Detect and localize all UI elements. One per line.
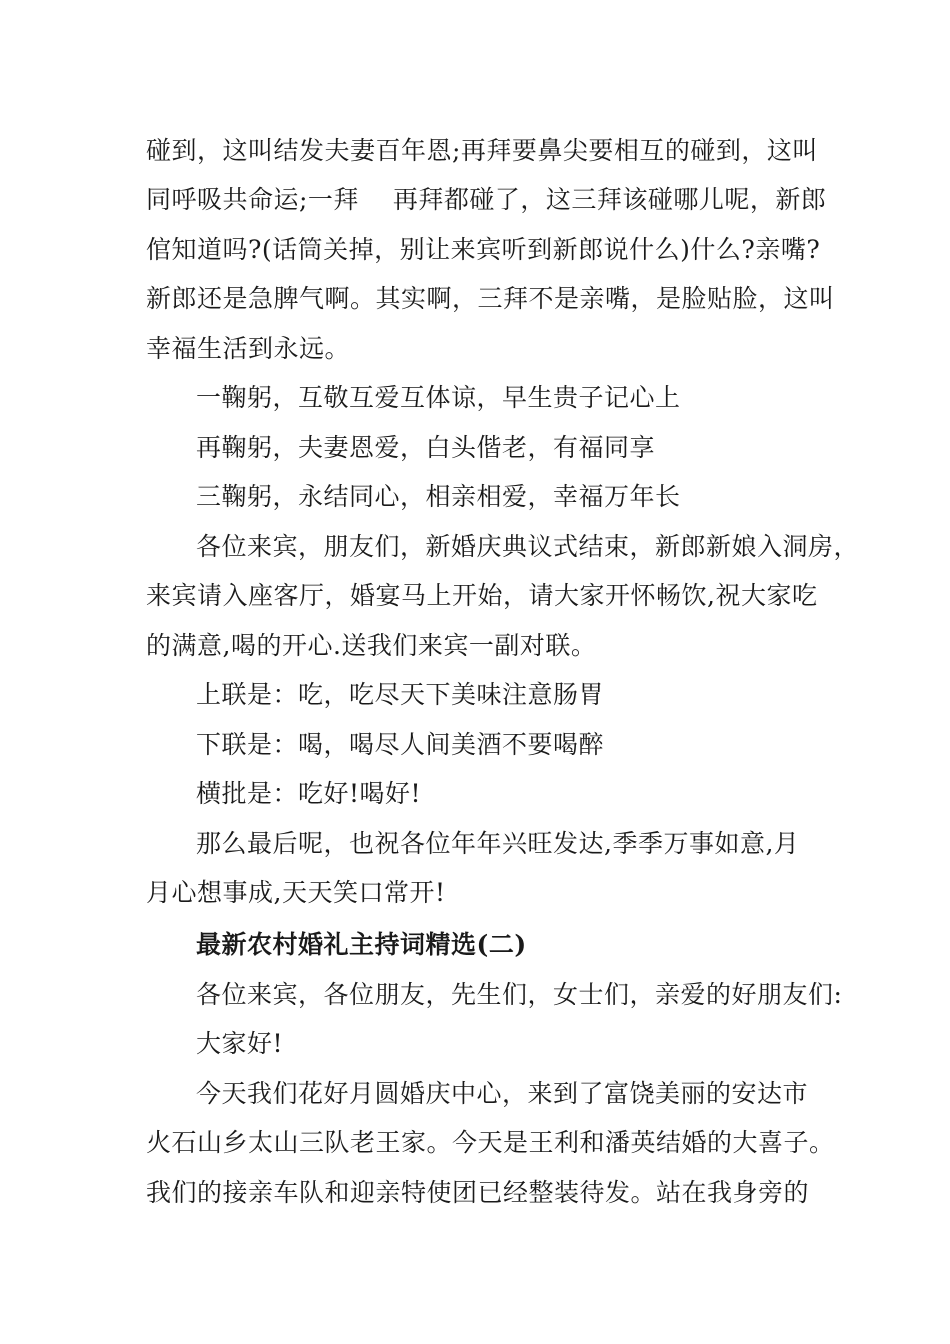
- text-line: 倌知道吗?(话筒关掉，别让来宾听到新郎说什么)什么?亲嘴?: [146, 235, 821, 264]
- text-line: 同呼吸共命运;一拜 再拜都碰了，这三拜该碰哪儿呢，新郎: [146, 185, 827, 214]
- text-line: 火石山乡太山三队老王家。今天是王利和潘英结婚的大喜子。: [146, 1128, 835, 1157]
- section-heading: 最新农村婚礼主持词精选(二): [196, 930, 527, 959]
- text-line: 幸福生活到永远。: [146, 334, 351, 363]
- text-line: 各位来宾，各位朋友，先生们，女士们，亲爱的好朋友们:: [196, 980, 843, 1009]
- text-line: 三鞠躬，永结同心，相亲相爱，幸福万年长: [196, 482, 681, 511]
- text-line: 大家好!: [196, 1029, 284, 1058]
- text-line: 碰到，这叫结发夫妻百年恩;再拜要鼻尖要相互的碰到，这叫: [146, 136, 818, 165]
- text-line: 今天我们花好月圆婚庆中心，来到了富饶美丽的安达市: [196, 1079, 809, 1108]
- text-line: 月心想事成,天天笑口常开!: [146, 878, 446, 907]
- text-line: 我们的接亲车队和迎亲特使团已经整装待发。站在我身旁的: [146, 1178, 810, 1207]
- text-line: 来宾请入座客厅，婚宴马上开始，请大家开怀畅饮,祝大家吃: [146, 581, 818, 610]
- text-line: 下联是：喝，喝尽人间美酒不要喝醉: [196, 730, 605, 759]
- text-line: 那么最后呢，也祝各位年年兴旺发达,季季万事如意,月: [196, 829, 800, 858]
- text-line: 新郎还是急脾气啊。其实啊，三拜不是亲嘴，是脸贴脸，这叫: [146, 284, 835, 313]
- text-line: 一鞠躬，互敬互爱互体谅，早生贵子记心上: [196, 383, 681, 412]
- text-line: 各位来宾，朋友们，新婚庆典议式结束，新郎新娘入洞房，: [196, 532, 860, 561]
- text-line: 上联是：吃，吃尽天下美味注意肠胃: [196, 680, 605, 709]
- text-line: 横批是：吃好!喝好!: [196, 779, 422, 808]
- text-line: 再鞠躬，夫妻恩爱，白头偕老，有福同享: [196, 433, 656, 462]
- text-line: 的满意,喝的开心.送我们来宾一副对联。: [146, 631, 597, 660]
